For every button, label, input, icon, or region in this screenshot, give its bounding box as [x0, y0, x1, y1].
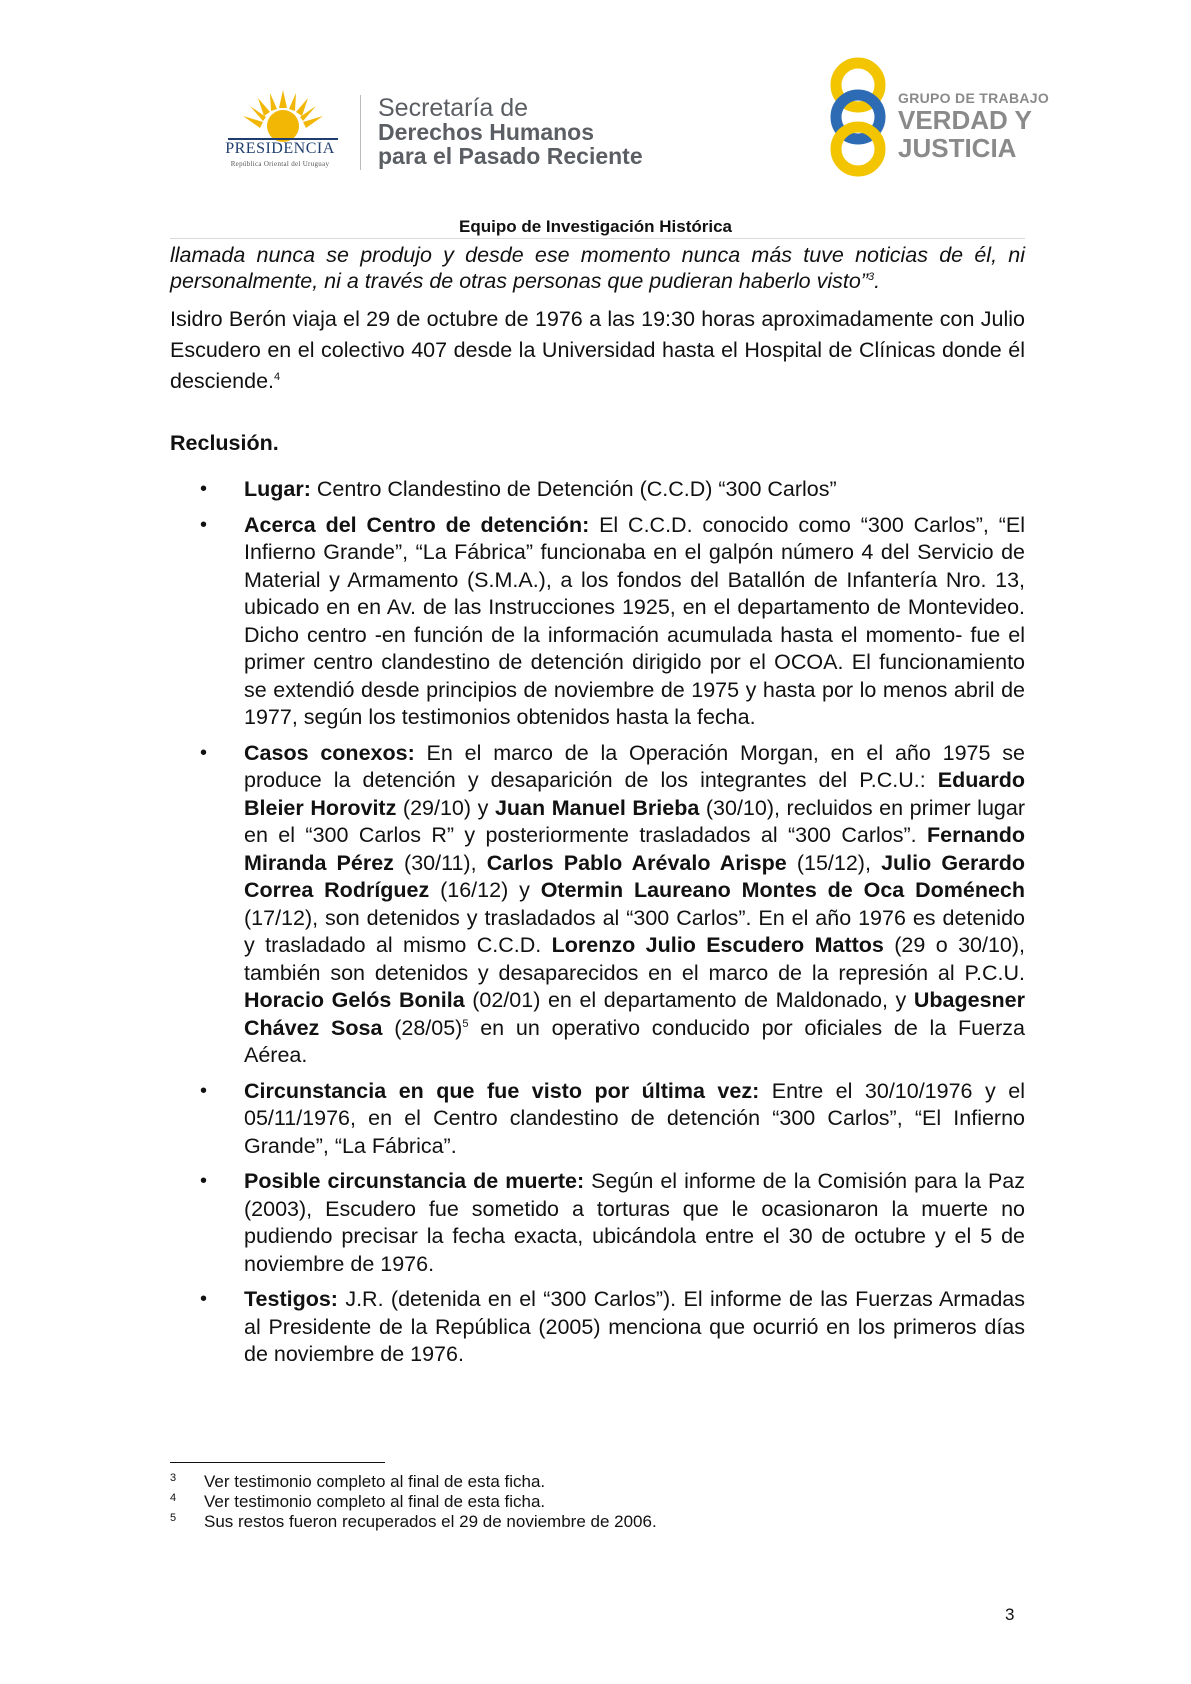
casos-text-1: En el marco de la Operación Morgan, en el año 1975 se produce la detención y desaparición de los integrantes del P.C.U.:	[244, 740, 1025, 792]
bullet-icon: •	[200, 1170, 208, 1192]
casos-text-3: (30/10), recluidos en primer lugar en el “300 Carlos R” y posteriormente trasladados al “300 Carlos”.	[244, 795, 1025, 847]
bullet-icon: •	[200, 1079, 208, 1102]
secretaria-line-1: Secretaría de	[378, 94, 529, 122]
footnote-3	[170, 1472, 1025, 1492]
footnote-text: Sus restos fueron recuperados el 29 de noviembre de 2006.	[204, 1512, 657, 1531]
casos-text-10: (28/05)	[382, 1015, 463, 1040]
label-circunstancia: Circunstancia en que fue visto por última vez:	[244, 1078, 760, 1103]
casos-text-4: (30/11),	[393, 850, 487, 875]
footnote-ref-5: 5	[462, 1017, 469, 1030]
casos-text-7: (17/12), son detenidos y trasladados al “300 Carlos”. En el año 1976 es detenido y trasladado al mismo C.C.D.	[244, 905, 1025, 957]
bullet-icon: •	[200, 741, 208, 764]
footnote-text: Ver testimonio completo al final de esta ficha.	[204, 1472, 546, 1491]
header-separator	[360, 95, 361, 170]
casos-name-9: Ubagesner Chávez Sosa	[244, 988, 1025, 1040]
label-lugar: Lugar:	[244, 477, 311, 501]
bullet-icon: •	[200, 1288, 208, 1310]
casos-text-9: (02/01) en el departamento de Maldonado, y	[464, 988, 914, 1012]
footnote-4	[170, 1492, 1025, 1512]
casos-name-6: Otermin Laureano Montes de Oca Doménech	[540, 878, 1026, 902]
document-body	[170, 242, 1025, 1377]
header-rule	[170, 238, 1025, 239]
secretaria-title	[378, 96, 643, 168]
label-muerte: Posible circunstancia de muerte:	[244, 1169, 585, 1193]
list-item-casos-conexos	[200, 740, 1026, 1070]
text-circunstancia: Entre el 30/10/1976 y el 05/11/1976, en el Centro clandestino de detención “300 Carlos”, “El Infierno Grande”, “La Fábrica”.	[244, 1078, 1026, 1158]
list-item-muerte	[200, 1168, 1025, 1278]
casos-name-1: Eduardo Bleier Horovitz	[244, 768, 1025, 820]
footnote-5	[170, 1512, 1025, 1532]
casos-name-5: Julio Gerardo Correa Rodríguez	[244, 850, 1025, 902]
paragraph-text: Isidro Berón viaja el 29 de octubre de 1976 a las 19:30 horas aproximadamente con Julio Escudero en el colectivo 407 desde la Universidad hasta el Hospital de Clínicas donde él desciende.	[170, 307, 1025, 393]
text-lugar: Centro Clandestino de Detención (C.C.D) “300 Carlos”	[310, 477, 837, 501]
casos-text-8: (29 o 30/10), también son detenidos y desaparecidos en el marco de la represión al P.C.U.	[244, 933, 1026, 985]
presidencia-sun-logo-icon	[208, 90, 358, 170]
casos-name-4: Carlos Pablo Arévalo Arispe	[486, 850, 787, 875]
list-item-circunstancia	[200, 1078, 1026, 1161]
secretaria-line-3: para el Pasado Reciente	[378, 143, 643, 169]
casos-name-2: Juan Manuel Brieba	[494, 795, 700, 820]
text-acerca: El C.C.D. conocido como “300 Carlos”, “El Infierno Grande”, “La Fábrica” funcionaba en el galpón número 4 del Servicio de Material y Armamento (S.M.A.), a los fondos del Batallón de Infantería Nro. 13, ubicado en en Av. de las Instrucciones 1925, en el departamento de Montevideo. Dicho centro -en función de la información acumulada hasta el momento- fue el primer centro clandestino de detención dirigido por el OCOA. El funcionamiento se extendió desde principios de noviembre de 1975 y hasta por lo menos abril de 1977, según los testimonios obtenidos hasta la fecha.	[244, 512, 1026, 729]
quote-text: llamada nunca se produjo y desde ese momento nunca más tuve noticias de él, ni personalmente, ni a través de otras personas que pudieran haberlo visto”	[170, 243, 1025, 293]
testimony-quote	[170, 242, 1025, 294]
list-item-testigos	[200, 1286, 1025, 1369]
casos-name-3: Fernando Miranda Pérez	[244, 823, 1025, 875]
team-title: Equipo de Investigación Histórica	[459, 217, 732, 236]
presidencia-logo-text: PRESIDENCIA	[225, 140, 335, 157]
footnotes	[170, 1472, 1025, 1532]
verdad-justicia-text	[898, 90, 1049, 162]
casos-text-2: (29/10) y	[396, 795, 495, 820]
casos-text-6: (16/12) y	[429, 878, 541, 902]
presidencia-logo-subtext: República Oriental del Uruguay	[230, 160, 330, 168]
bullet-icon: •	[200, 478, 208, 500]
vyj-line-1: GRUPO DE TRABAJO	[898, 90, 1050, 106]
list-item-acerca	[200, 512, 1026, 732]
list-item-lugar	[200, 476, 1025, 504]
footnote-separator	[170, 1462, 385, 1463]
footnote-number: 4	[170, 1492, 177, 1504]
quote-end: .	[874, 269, 881, 293]
casos-name-7: Lorenzo Julio Escudero Mattos	[551, 933, 884, 957]
footnote-number: 5	[170, 1512, 177, 1524]
footnote-number: 3	[170, 1472, 177, 1484]
reclusion-list	[170, 476, 1025, 1369]
page-number: 3	[1005, 1605, 1015, 1624]
text-muerte: Según el informe de la Comisión para la Paz (2003), Escudero fue sometido a torturas que le ocasionaron la muerte no pudiendo precisar la fecha exacta, ubicándola entre el 30 de octubre y el 5 de noviembre de 1976.	[244, 1169, 1025, 1276]
label-casos: Casos conexos:	[244, 740, 415, 765]
casos-name-8: Horacio Gelós Bonila	[244, 988, 465, 1012]
section-title-reclusion: Reclusión.	[170, 431, 279, 455]
bullet-icon: •	[200, 513, 208, 536]
secretaria-line-2: Derechos Humanos	[378, 119, 595, 145]
beron-paragraph	[170, 304, 1025, 397]
footnote-ref-3: 3	[867, 270, 875, 283]
vyj-line-2: VERDAD Y	[898, 105, 1032, 135]
verdad-justicia-rings-logo-icon	[818, 55, 898, 180]
footnote-ref-4: 4	[274, 370, 281, 383]
page-header	[0, 0, 1191, 236]
vyj-line-3: JUSTICIA	[898, 133, 1017, 163]
label-acerca: Acerca del Centro de detención:	[244, 512, 590, 537]
casos-text-11: en un operativo conducido por oficiales de la Fuerza Aérea.	[244, 1015, 1025, 1067]
text-testigos: J.R. (detenida en el “300 Carlos”). El informe de las Fuerzas Armadas al Presidente de la República (2005) menciona que ocurrió en los primeros días de noviembre de 1976.	[244, 1287, 1025, 1366]
label-testigos: Testigos:	[244, 1287, 338, 1311]
footnote-text: Ver testimonio completo al final de esta ficha.	[204, 1492, 546, 1511]
casos-text-5: (15/12),	[786, 850, 882, 875]
